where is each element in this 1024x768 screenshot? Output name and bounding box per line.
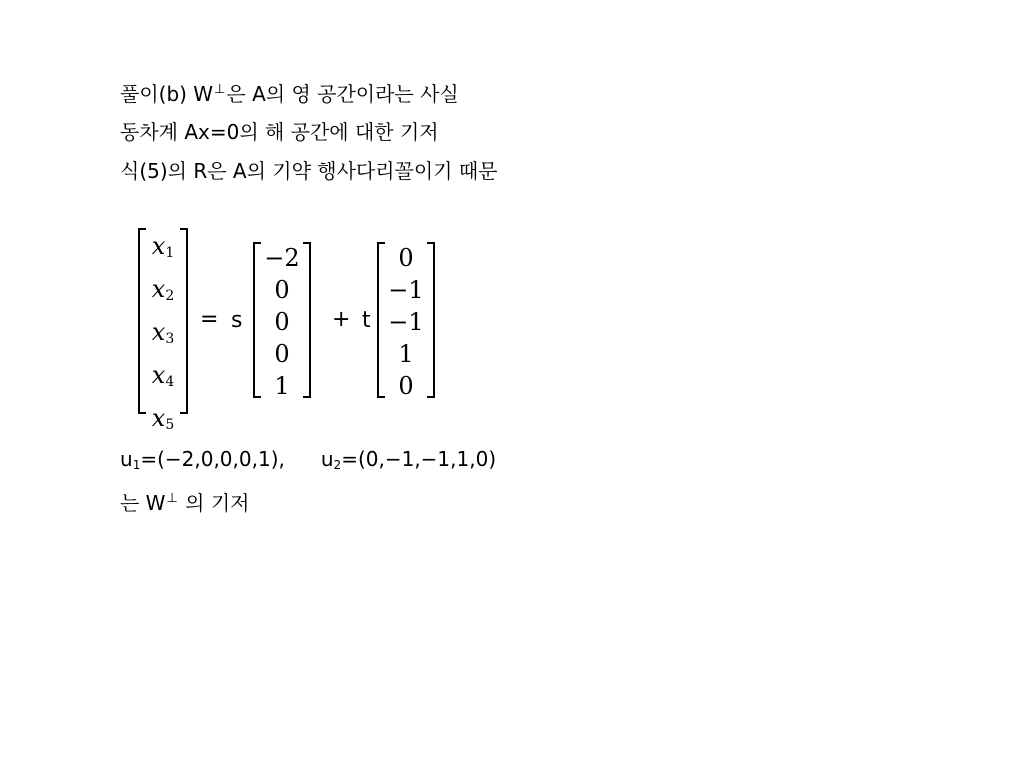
u2-label: u (320, 447, 334, 471)
reason-line: 식(5)의 R은 A의 기약 행사다리꼴이기 때문 (120, 159, 498, 183)
vec2-entry: 0 (398, 372, 414, 400)
vec2-entry: 1 (398, 340, 414, 368)
basis-vector-1 (253, 242, 311, 398)
basis-vectors-line (120, 447, 496, 477)
u1-label: u (120, 447, 133, 471)
scalar-s: s (231, 308, 243, 333)
intro-text-rest: 은 A의 영 공간이라는 사실 (226, 82, 459, 106)
conclusion-line (120, 487, 249, 515)
vec1-entry: −2 (264, 244, 300, 272)
conclusion-text: 는 W (120, 491, 166, 515)
u2-subscript: 2 (333, 458, 342, 472)
plus-sign: + (332, 307, 351, 332)
var-x5: $x_5$ (151, 404, 175, 433)
perp-symbol: ⊥ (166, 491, 178, 506)
u1-subscript: 1 (132, 458, 141, 472)
var-x1: $x_1$ (151, 232, 175, 261)
vec2-entry: 0 (398, 244, 414, 272)
perp-symbol: ⊥ (214, 82, 226, 97)
vec1-entry: 0 (274, 340, 290, 368)
vec2-entry: −1 (388, 308, 424, 336)
conclusion-text-rest: 의 기저 (178, 491, 250, 515)
solution-intro-line (120, 78, 459, 106)
var-x2: $x_2$ (151, 275, 175, 304)
vec1-entry: 0 (274, 276, 290, 304)
vec2-entry: −1 (388, 276, 424, 304)
basis-description-line: 동차계 Ax=0의 해 공간에 대한 기저 (120, 120, 439, 144)
var-x4: $x_4$ (151, 361, 175, 390)
equals-sign: = (200, 307, 219, 332)
u2-value: =(0,−1,−1,1,0) (341, 447, 497, 471)
variable-vector (138, 228, 188, 433)
vec1-entry: 1 (274, 372, 290, 400)
u1-value: =(−2,0,0,0,1), (140, 447, 285, 471)
vec1-entry: 0 (274, 308, 290, 336)
basis-vector-2 (377, 242, 435, 398)
intro-text: 풀이(b) W (120, 82, 214, 106)
var-x3: $x_3$ (151, 318, 175, 347)
scalar-t: t (362, 308, 371, 333)
